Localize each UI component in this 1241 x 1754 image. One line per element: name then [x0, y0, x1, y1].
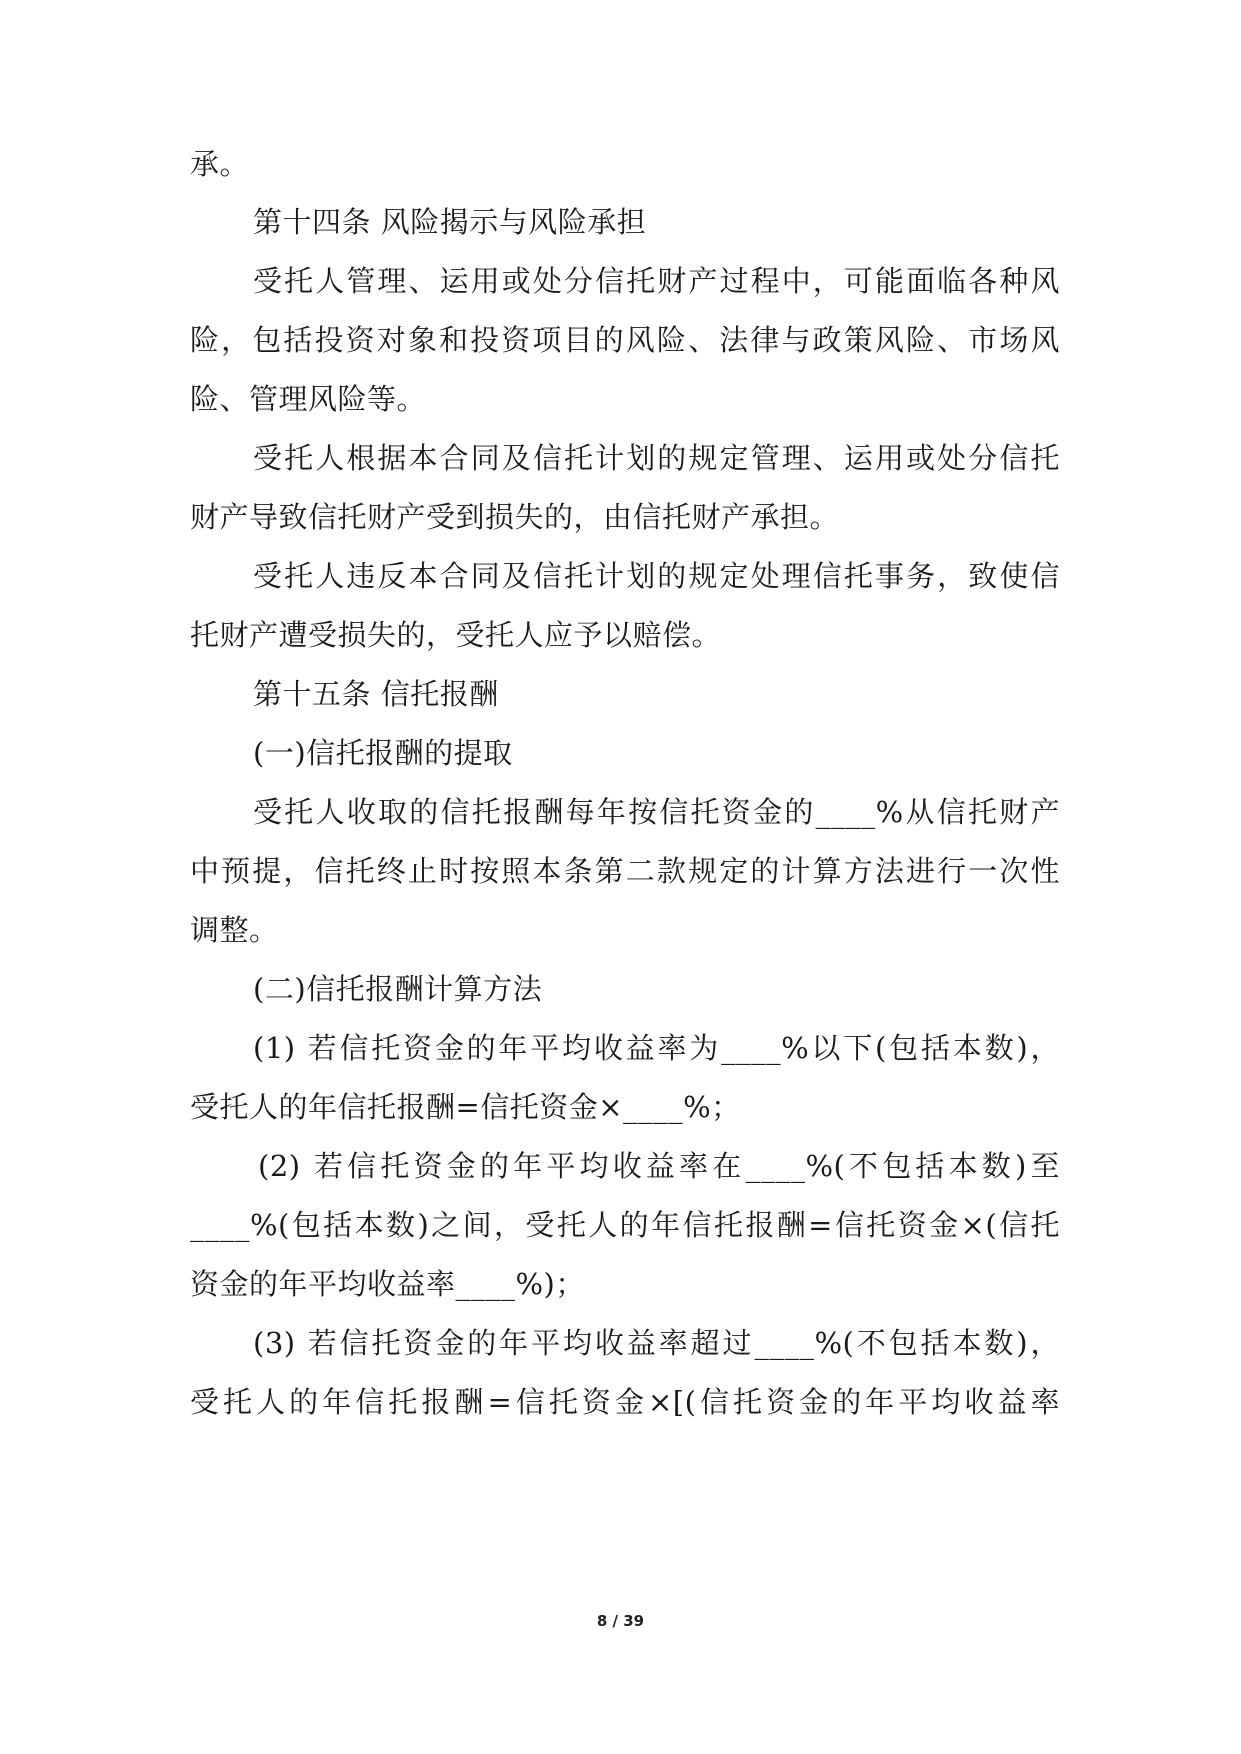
text-line: 受托人收取的信托报酬每年按信托资金的____%从信托财产: [253, 795, 1060, 829]
text-line: 受托人违反本合同及信托计划的规定处理信托事务，致使信: [253, 559, 1060, 593]
text-line: (1) 若信托资金的年平均收益率为____%以下(包括本数)，: [253, 1031, 1060, 1065]
text-line: 受托人的年信托报酬=信托资金×____%；: [190, 1090, 741, 1124]
text-line: 调整。: [190, 913, 279, 947]
page-number: 8 / 39: [596, 1612, 645, 1630]
text-line: 险、管理风险等。: [190, 382, 427, 416]
text-line: 承。: [190, 147, 250, 181]
text-line: 受托人根据本合同及信托计划的规定管理、运用或处分信托: [253, 441, 1060, 475]
text-line: ____%(包括本数)之间，受托人的年信托报酬=信托资金×(信托: [190, 1208, 1060, 1242]
text-line: (2) 若信托资金的年平均收益率在____%(不包括本数)至: [258, 1149, 1060, 1183]
text-line: 托财产遭受损失的，受托人应予以赔偿。: [190, 618, 722, 652]
section-heading: (二)信托报酬计算方法: [253, 972, 543, 1006]
section-heading: (一)信托报酬的提取: [253, 736, 513, 770]
text-line: 受托人的年信托报酬=信托资金×[(信托资金的年平均收益率: [190, 1385, 1060, 1419]
text-line: 中预提，信托终止时按照本条第二款规定的计算方法进行一次性: [190, 854, 1060, 888]
text-line: 资金的年平均收益率____%)；: [190, 1267, 585, 1301]
text-line: 受托人管理、运用或处分信托财产过程中，可能面临各种风: [253, 264, 1060, 298]
article-heading: 第十四条 风险揭示与风险承担: [253, 205, 647, 239]
article-heading: 第十五条 信托报酬: [253, 677, 499, 711]
text-line: 财产导致信托财产受到损失的，由信托财产承担。: [190, 500, 840, 534]
text-line: (3) 若信托资金的年平均收益率超过____%(不包括本数)，: [253, 1326, 1060, 1360]
text-line: 险，包括投资对象和投资项目的风险、法律与政策风险、市场风: [190, 323, 1060, 357]
